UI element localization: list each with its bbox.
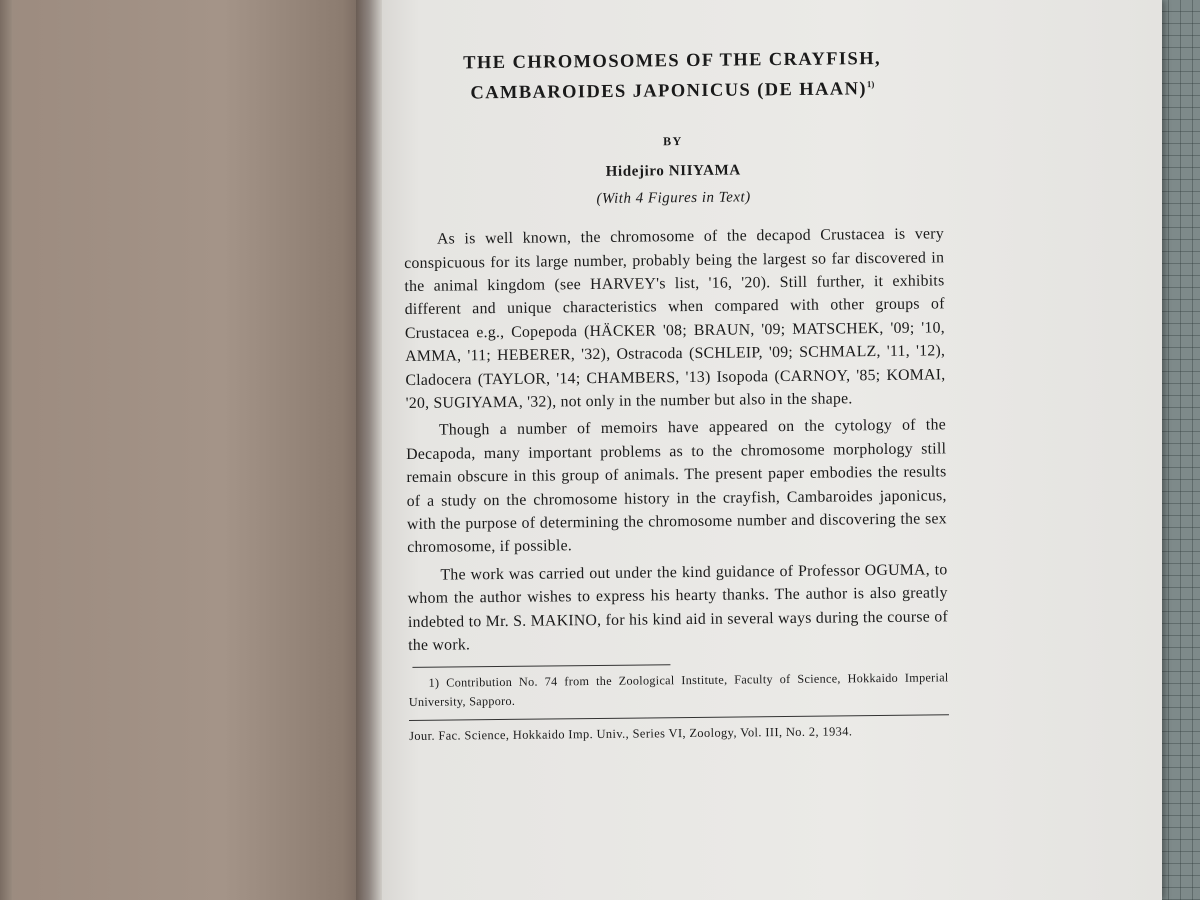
title-line-2-text: CAMBAROIDES JAPONICUS (DE HAAN)	[470, 79, 868, 104]
footnote: 1) Contribution No. 74 from the Zoological Institute, Faculty of Science, Hokkaido Imperial University, Sapporo.	[408, 670, 949, 710]
body-text	[404, 222, 948, 657]
title-footnote-mark: 1)	[866, 79, 875, 90]
author-name: Hidejiro NIIYAMA	[605, 162, 741, 181]
journal-divider	[409, 715, 949, 722]
byline: BY	[663, 134, 683, 149]
paper-page	[372, 0, 1162, 900]
figures-note: (With 4 Figures in Text)	[596, 189, 751, 208]
footnote-divider	[412, 665, 670, 669]
title-line-2	[402, 71, 942, 107]
paragraph-3: The work was carried out under the kind guidance of Professor OGUMA, to whom the author wishes to express his hearty thanks. The author is also greatly indebted to Mr. S. MAKINO, for his kind aid in several ways during the course of the work.	[407, 561, 949, 655]
page-content	[402, 46, 949, 744]
book-gutter	[356, 0, 382, 900]
title-line-1: THE CHROMOSOMES OF THE CRAYFISH,	[463, 48, 882, 74]
paper-title	[402, 46, 943, 107]
journal-citation: Jour. Fac. Science, Hokkaido Imp. Univ., Series VI, Zoology, Vol. III, No. 2, 1934.	[409, 724, 853, 744]
paragraph-1: As is well known, the chromosome of the decapod Crustacea is very conspicuous for its large number, probably being the largest so far discovered in the animal kingdom (see HARVEY's list, '16, '20). Still further, it exhibits different and unique characteristics when compared with other groups of Crustacea e.g., Copepoda (HÄCKER '08; BRAUN, '09; MATSCHEK, '09; '10, AMMA, '11; HEBERER, '32), Ostracoda (SCHLEIP, '09; SCHMALZ, '11, '12), Cladocera (TAYLOR, '14; CHAMBERS, '13) Isopoda (CARNOY, '85; KOMAI, '20, SUGIYAMA, '32), not only in the number but also in the shape.	[404, 225, 946, 412]
left-page	[0, 0, 372, 900]
left-page-edge	[0, 0, 12, 900]
paragraph-2: Though a number of memoirs have appeared on the cytology of the Decapoda, many important problems as to the chromosome morphology still remain obscure in this group of animals. The present paper embodies the results of a study on the chromosome history in the crayfish, Cambaroides japonicus, with the purpose of determining the chromosome number and discovering the sex chromosome, if possible.	[406, 416, 948, 557]
